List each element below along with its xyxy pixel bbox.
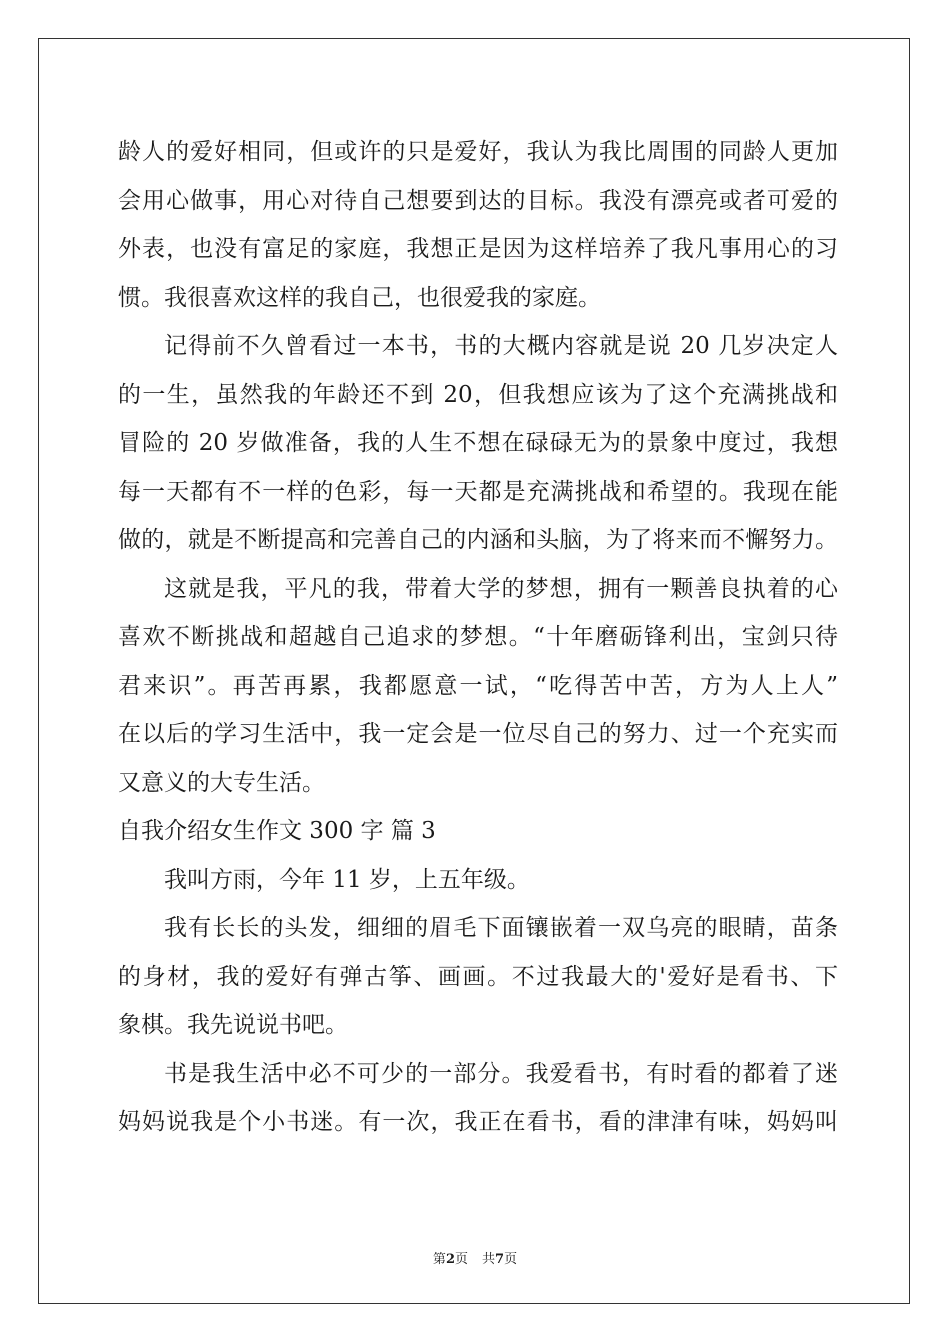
page-suffix: 页 [454,1252,468,1267]
text-line: 书是我生活中必不可少的一部分。我爱看书，有时看的都着了迷 [164,1060,838,1087]
total-page-number: 7 [495,1252,505,1267]
text-line: 做的，就是不断提高和完善自己的内涵和头脑，为了将来而不懈努力。 [118,527,838,553]
text-line: 君来识”。再苦再累，我都愿意一试，“吃得苦中苦，方为人上人” [118,672,838,699]
text-line: 喜欢不断挑战和超越自己追求的梦想。“十年磨砺锋利出，宝剑只待 [118,624,838,650]
text-line: 会用心做事，用心对待自己想要到达的目标。我没有漂亮或者可爱的 [118,187,838,214]
text-line: 的一生，虽然我的年龄还不到 20，但我想应该为了这个充满挑战和 [118,381,838,408]
text-line: 我叫方雨，今年 11 岁，上五年级。 [164,866,530,893]
text-line: 外表，也没有富足的家庭，我想正是因为这样培养了我凡事用心的习 [118,236,838,262]
text-line: 每一天都有不一样的色彩，每一天都是充满挑战和希望的。我现在能 [118,478,838,505]
text-line: 又意义的大专生活。 [118,769,325,796]
page-prefix: 第 [432,1252,446,1267]
text-line: 记得前不久曾看过一本书，书的大概内容就是说 20 几岁决定人 [164,333,838,359]
text-line: 妈妈说我是个小书迷。有一次，我正在看书，看的津津有味，妈妈叫 [118,1109,838,1135]
text-line: 这就是我，平凡的我，带着大学的梦想，拥有一颗善良执着的心 [164,575,838,602]
text-line: 自我介绍女生作文 300 字 篇 3 [118,818,436,844]
page-footer [0,1248,950,1267]
total-prefix: 共 [482,1252,496,1267]
text-line: 我有长长的头发，细细的眉毛下面镶嵌着一双乌亮的眼睛，苗条 [164,915,838,941]
text-line: 龄人的爱好相同，但或许的只是爱好，我认为我比周围的同龄人更加 [118,139,838,165]
text-line: 在以后的学习生活中，我一定会是一位尽自己的努力、过一个充实而 [118,721,838,747]
document-body [118,128,838,1147]
total-suffix: 页 [504,1252,518,1267]
current-page-number: 2 [445,1252,455,1267]
text-line: 象棋。我先说说书吧。 [118,1012,348,1038]
text-line: 冒险的 20 岁做准备，我的人生不想在碌碌无为的景象中度过，我想 [118,430,838,456]
text-line: 的身材，我的爱好有弹古筝、画画。不过我最大的'爱好是看书、下 [118,963,838,990]
text-line: 惯。我很喜欢这样的我自己，也很爱我的家庭。 [118,284,601,311]
